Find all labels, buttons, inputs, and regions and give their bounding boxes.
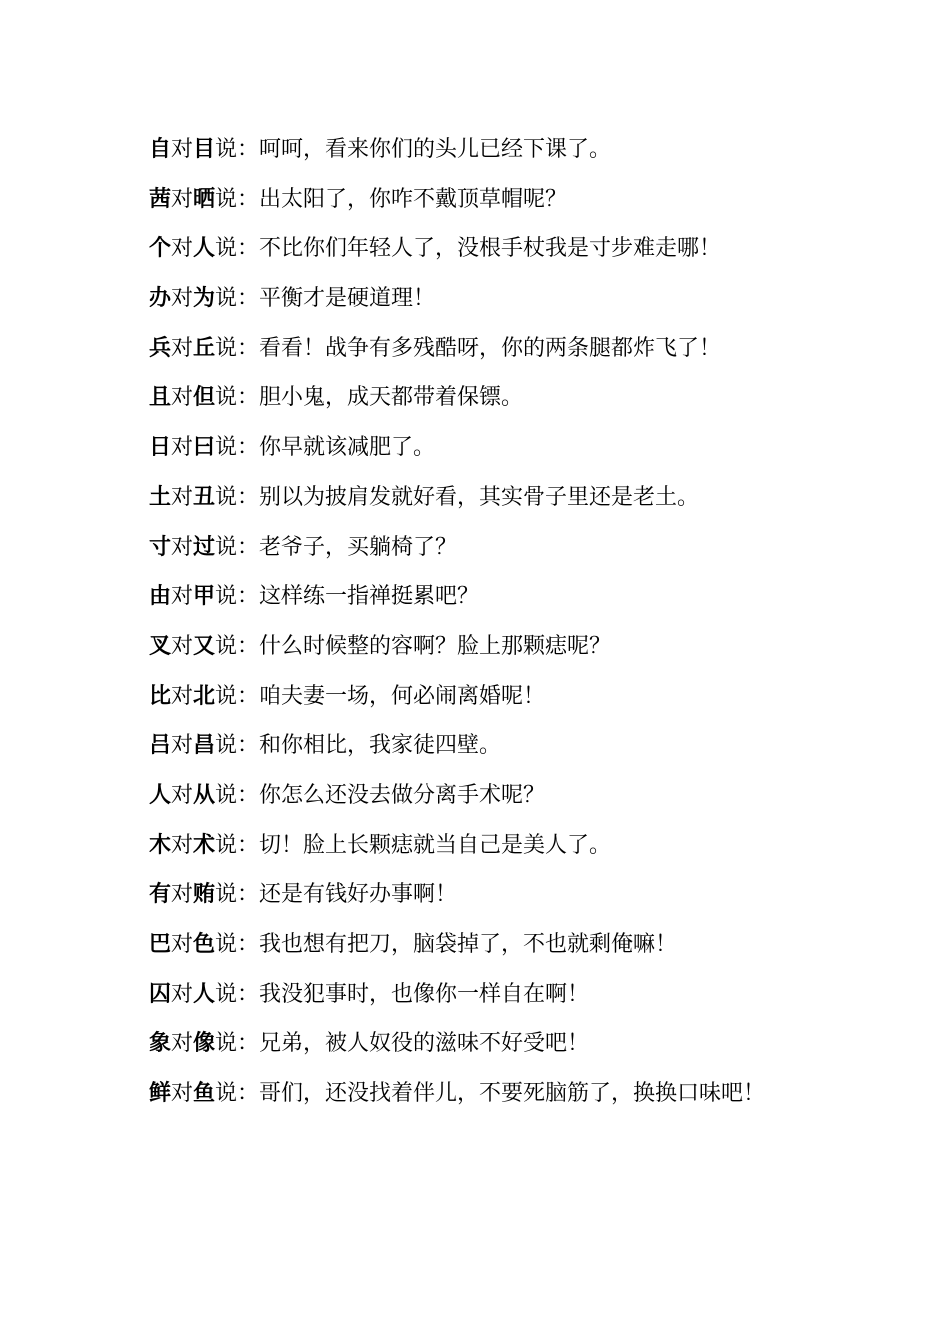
char-b: 丘 — [193, 335, 216, 361]
char-mid: 对 — [171, 186, 194, 212]
char-b: 昌 — [193, 733, 216, 759]
joke-text: 说：胆小鬼，成天都带着保镖。 — [215, 385, 524, 411]
joke-text: 说：兄弟，被人奴役的滋味不好受吧！ — [215, 1031, 590, 1057]
char-mid: 对 — [171, 584, 194, 610]
char-a: 有 — [149, 882, 172, 908]
joke-text: 说：这样练一指禅挺累吧？ — [215, 584, 480, 610]
joke-text: 说：和你相比，我家徒四壁。 — [215, 733, 502, 759]
char-b: 过 — [193, 534, 216, 560]
joke-text: 说：老爷子，买躺椅了？ — [215, 534, 458, 560]
joke-text: 说：我没犯事时，也像你一样自在啊！ — [215, 981, 590, 1007]
char-mid: 对 — [171, 435, 194, 461]
char-b: 晒 — [193, 186, 216, 212]
char-b: 术 — [193, 832, 216, 858]
joke-text: 说：平衡才是硬道理！ — [215, 286, 436, 312]
char-mid: 对 — [171, 236, 194, 262]
joke-line — [149, 579, 929, 629]
char-a: 日 — [149, 435, 172, 461]
joke-line — [149, 380, 929, 430]
char-a: 个 — [149, 236, 172, 262]
char-b: 为 — [193, 286, 216, 312]
char-mid: 对 — [171, 882, 194, 908]
joke-text: 说：不比你们年轻人了，没根手杖我是寸步难走哪！ — [215, 236, 722, 262]
char-mid: 对 — [171, 683, 194, 709]
char-mid: 对 — [171, 981, 194, 1007]
char-a: 吕 — [149, 733, 172, 759]
char-mid: 对 — [171, 733, 194, 759]
joke-line — [149, 679, 929, 729]
joke-line — [149, 728, 929, 778]
char-a: 巴 — [149, 932, 172, 957]
char-mid: 对 — [171, 1081, 194, 1107]
char-mid: 对 — [171, 633, 194, 659]
joke-line — [149, 530, 929, 580]
joke-text: 说：还是有钱好办事啊！ — [215, 882, 458, 908]
char-b: 目 — [193, 137, 216, 162]
joke-list — [149, 132, 929, 1126]
joke-text: 说：我也想有把刀，脑袋掉了，不也就剩俺嘛！ — [215, 932, 678, 957]
char-b: 鱼 — [193, 1081, 216, 1107]
joke-text: 说：出太阳了，你咋不戴顶草帽呢？ — [215, 186, 568, 212]
char-b: 人 — [193, 981, 216, 1007]
joke-text: 说：你怎么还没去做分离手术呢？ — [215, 782, 546, 808]
joke-line — [149, 977, 929, 1027]
char-mid: 对 — [171, 286, 194, 312]
joke-line — [149, 927, 929, 977]
joke-line — [149, 877, 929, 927]
char-mid: 对 — [171, 832, 194, 858]
joke-line — [149, 828, 929, 878]
char-b: 色 — [193, 932, 216, 957]
char-a: 土 — [149, 484, 172, 510]
char-b: 从 — [193, 782, 216, 808]
char-b: 丑 — [193, 484, 216, 510]
joke-line — [149, 281, 929, 331]
char-a: 寸 — [149, 534, 172, 560]
joke-line — [149, 231, 929, 281]
char-a: 人 — [149, 782, 172, 808]
char-mid: 对 — [171, 932, 194, 957]
char-mid: 对 — [171, 137, 194, 162]
joke-line — [149, 132, 929, 182]
char-a: 象 — [149, 1031, 172, 1057]
char-a: 叉 — [149, 633, 172, 659]
joke-line — [149, 1026, 929, 1076]
char-b: 甲 — [193, 584, 216, 610]
joke-text: 说：什么时候整的容啊？脸上那颗痣呢？ — [215, 633, 612, 659]
char-b: 像 — [193, 1031, 216, 1057]
char-b: 又 — [193, 633, 216, 659]
char-mid: 对 — [171, 1031, 194, 1057]
char-mid: 对 — [171, 782, 194, 808]
char-mid: 对 — [171, 385, 194, 411]
char-a: 木 — [149, 832, 172, 858]
char-a: 且 — [149, 385, 172, 411]
char-a: 自 — [149, 137, 172, 162]
char-a: 比 — [149, 683, 172, 709]
joke-line — [149, 331, 929, 381]
char-a: 兵 — [149, 335, 172, 361]
char-a: 囚 — [149, 981, 172, 1007]
char-b: 贿 — [193, 882, 216, 908]
joke-text: 说：切！脸上长颗痣就当自己是美人了。 — [215, 832, 612, 858]
joke-line — [149, 778, 929, 828]
char-b: 人 — [193, 236, 216, 262]
joke-line — [149, 430, 929, 480]
char-b: 但 — [193, 385, 216, 411]
char-a: 由 — [149, 584, 172, 610]
char-mid: 对 — [171, 335, 194, 361]
char-b: 曰 — [193, 435, 216, 461]
joke-line — [149, 629, 929, 679]
char-b: 北 — [193, 683, 216, 709]
joke-text: 说：你早就该减肥了。 — [215, 435, 436, 461]
joke-text: 说：咱夫妻一场，何必闹离婚呢！ — [215, 683, 546, 709]
joke-text: 说：哥们，还没找着伴儿，不要死脑筋了，换换口味吧！ — [215, 1081, 766, 1107]
char-a: 鲜 — [149, 1081, 172, 1107]
joke-line — [149, 480, 929, 530]
joke-line — [149, 1076, 929, 1126]
char-mid: 对 — [171, 534, 194, 560]
char-a: 茜 — [149, 186, 172, 212]
char-mid: 对 — [171, 484, 194, 510]
joke-line — [149, 182, 929, 232]
char-a: 办 — [149, 286, 172, 312]
joke-text: 说：看看！战争有多残酷呀，你的两条腿都炸飞了！ — [215, 335, 722, 361]
joke-text: 说：别以为披肩发就好看，其实骨子里还是老土。 — [215, 484, 700, 510]
joke-text: 说：呵呵，看来你们的头儿已经下课了。 — [215, 137, 612, 162]
